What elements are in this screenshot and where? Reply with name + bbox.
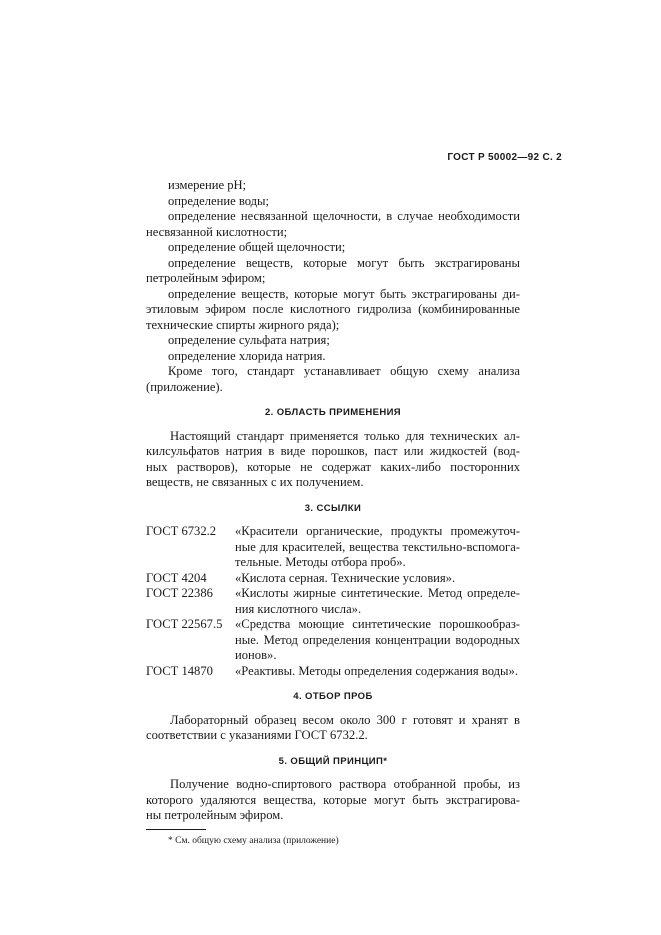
reference-item (146, 617, 520, 664)
paragraph-line: ны петролейным эфиром. (146, 808, 284, 822)
reference-title (235, 617, 520, 664)
footnote-divider (146, 829, 206, 830)
section-heading: 3. ССЫЛКИ (304, 502, 362, 514)
reference-line: тельные. Методы отбора проб». (235, 555, 406, 569)
paragraph-line: Получение водно-спиртового раствора отобранной пробы, из (170, 777, 520, 791)
reference-title (235, 571, 520, 587)
reference-code: ГОСТ 6732.2 (146, 524, 217, 538)
intro-line: технические спирты жирного ряда); (146, 317, 340, 332)
document-body (146, 178, 520, 849)
paragraph-line: ных растворов), которые не содержат каких-либо посторонних (146, 459, 520, 474)
reference-line: «Кислота серная. Технические условия». (235, 570, 456, 585)
reference-line: «Кислоты жирные синтетические. Метод определе- (235, 586, 520, 600)
paragraph-line: Лабораторный образец весом около 300 г готовят и хранят в (170, 712, 520, 727)
intro-line: определение воды; (168, 193, 270, 208)
intro-line: определение несвязанной щелочности, в случае необходимости (168, 209, 520, 223)
section-heading: 2. ОБЛАСТЬ ПРИМЕНЕНИЯ (264, 407, 402, 418)
intro-line: определение веществ, которые могут быть экстрагированы ди- (168, 286, 520, 301)
section-heading: 4. ОТБОР ПРОБ (293, 691, 373, 702)
paragraph-line: килсульфатов натрия в виде порошков, паст или жидкостей (вод- (146, 444, 520, 458)
reference-code: ГОСТ 22386 (146, 586, 213, 600)
reference-line: «Средства моющие синтетические порошкообраз- (235, 617, 520, 631)
paragraph-line: которого удаляются вещества, которые могут быть экстрагирова- (146, 792, 520, 807)
reference-code: ГОСТ 4204 (146, 570, 207, 585)
paragraph-line: соответствии с указаниями ГОСТ 6732.2. (146, 728, 368, 742)
reference-line: «Реактивы. Методы определения содержания воды». (235, 663, 518, 678)
reference-line: «Красители органические, продукты промежуточ- (235, 524, 520, 538)
reference-line: ные для красителей, вещества текстильно-вспомога- (235, 539, 520, 554)
intro-line: этиловым эфиром после кислотного гидролиза (комбинированные (146, 302, 520, 316)
reference-title (235, 586, 520, 617)
intro-line: (приложение). (146, 379, 223, 394)
reference-item (146, 571, 520, 587)
intro-line: петролейным эфиром; (146, 271, 266, 285)
reference-code: ГОСТ 14870 (146, 663, 213, 678)
intro-line: измерение рН; (168, 178, 247, 192)
intro-list (146, 178, 520, 395)
reference-item (146, 524, 520, 571)
intro-line: определение общей щелочности; (168, 240, 346, 254)
intro-line: определение веществ, которые могут быть экстрагированы (168, 255, 520, 270)
intro-line: несвязанной кислотности; (146, 224, 288, 239)
reference-line: ния кислотного числа». (235, 601, 362, 616)
reference-title (235, 524, 520, 571)
reference-code: ГОСТ 22567.5 (146, 617, 223, 631)
intro-line: Кроме того, стандарт устанавливает общую схему анализа (168, 364, 520, 378)
section-paragraph (146, 429, 520, 491)
footnote: * См. общую схему анализа (приложение) (168, 835, 339, 846)
reference-line: ионов». (235, 648, 277, 662)
intro-line: определение сульфата натрия; (168, 333, 330, 347)
section-paragraph (146, 777, 520, 824)
references-list (146, 524, 520, 679)
reference-title (235, 664, 520, 680)
section-paragraph (146, 713, 520, 744)
reference-item (146, 664, 520, 680)
intro-line: определение хлорида натрия. (168, 348, 326, 363)
page-header: ГОСТ Р 50002—92 С. 2 (447, 152, 562, 163)
paragraph-line: веществ, не связанных с их получением. (146, 475, 364, 489)
paragraph-line: Настоящий стандарт применяется только для технических ал- (170, 428, 520, 443)
reference-line: ные. Метод определения концентрации водородных (235, 632, 520, 647)
section-heading: 5. ОБЩИЙ ПРИНЦИП* (278, 755, 388, 767)
reference-item (146, 586, 520, 617)
